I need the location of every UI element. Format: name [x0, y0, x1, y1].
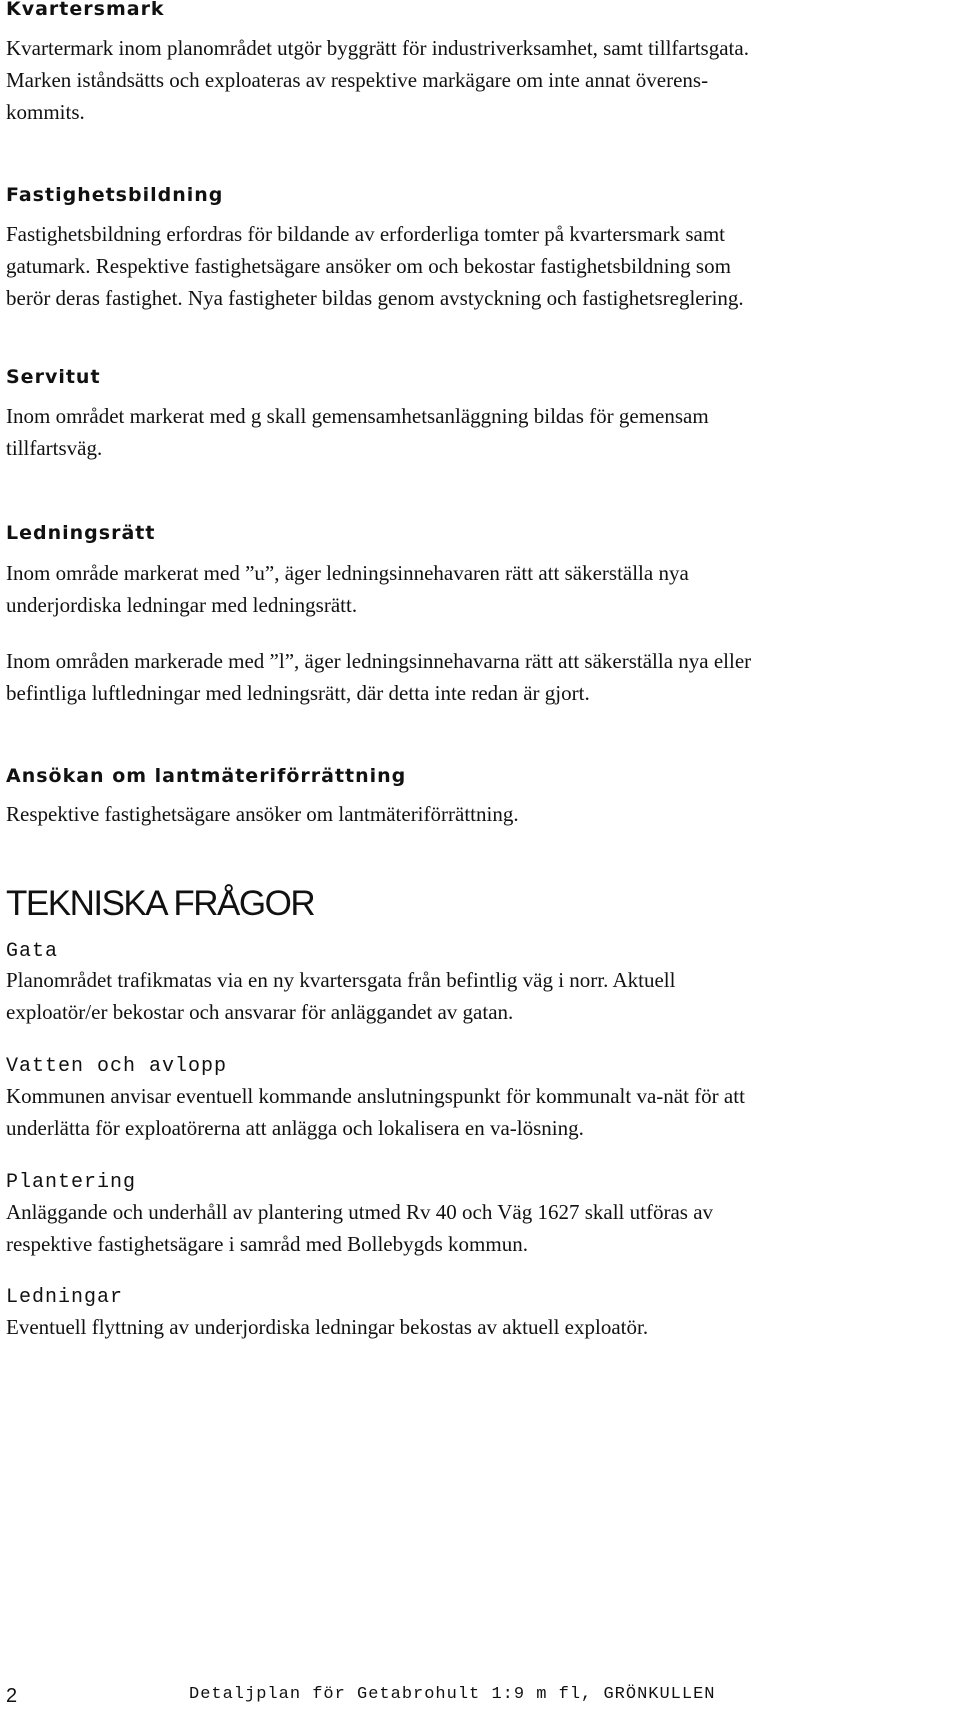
text-line: Kommunen anvisar eventuell kommande anslutningspunkt för kommunalt va-nät för att — [6, 1084, 745, 1108]
heading-ledningsratt: Ledningsrätt — [6, 522, 156, 544]
text-line: Kvartermark inom planområdet utgör byggrätt för industriverksamhet, samt tillfartsgata. — [6, 36, 749, 60]
text-line: respektive fastighetsägare i samråd med Bollebygds kommun. — [6, 1232, 528, 1256]
page-footer — [6, 1685, 956, 1711]
text-line: Respektive fastighetsägare ansöker om lantmäteriförrättning. — [6, 802, 519, 826]
footer-title: Detaljplan för Getabrohult 1:9 m fl, GRÖNKULLEN — [189, 1685, 716, 1704]
heading-vatten-och-avlopp: Vatten och avlopp — [6, 1055, 228, 1078]
heading-servitut: Servitut — [6, 366, 101, 388]
heading-ansokan: Ansökan om lantmäteriförrättning — [6, 765, 407, 787]
page-number: 2 — [6, 1685, 18, 1707]
heading-fastighetsbildning: Fastighetsbildning — [6, 184, 224, 206]
text-line: Anläggande och underhåll av plantering utmed Rv 40 och Väg 1627 skall utföras av — [6, 1200, 714, 1224]
text-line: Marken iståndsätts och exploateras av respektive markägare om inte annat överens- — [6, 68, 709, 92]
text-line: berör deras fastighet. Nya fastigheter bildas genom avstyckning och fastighetsreglering. — [6, 286, 744, 310]
text-line: kommits. — [6, 100, 85, 124]
text-line: tillfartsväg. — [6, 436, 103, 460]
heading-ledningar: Ledningar — [6, 1286, 124, 1309]
text-line: gatumark. Respektive fastighetsägare ansöker om och bekostar fastighetsbildning som — [6, 254, 731, 278]
text-line: exploatör/er bekostar och ansvarar för anläggandet av gatan. — [6, 1000, 514, 1024]
paragraph-ledningar — [6, 1311, 956, 1343]
heading-plantering: Plantering — [6, 1171, 137, 1194]
paragraph-ledningsratt-1 — [6, 557, 956, 621]
text-line: Inom områden markerade med ”l”, äger ledningsinnehavarna rätt att säkerställa nya eller — [6, 649, 752, 673]
text-line: Fastighetsbildning erfordras för bildande av erforderliga tomter på kvartersmark samt — [6, 222, 726, 246]
paragraph-vatten-och-avlopp — [6, 1080, 956, 1144]
paragraph-gata — [6, 964, 956, 1028]
text-line: Inom området markerat med g skall gemensamhetsanläggning bildas för gemensam — [6, 404, 709, 428]
paragraph-ledningsratt-2 — [6, 645, 956, 709]
paragraph-ansokan — [6, 798, 956, 830]
text-line: underlätta för exploatörerna att anlägga och lokalisera en va-lösning. — [6, 1116, 584, 1140]
paragraph-plantering — [6, 1196, 956, 1260]
text-line: Inom område markerat med ”u”, äger ledningsinnehavaren rätt att säkerställa nya — [6, 561, 689, 585]
paragraph-fastighetsbildning — [6, 218, 956, 314]
text-line: underjordiska ledningar med ledningsrätt. — [6, 593, 358, 617]
paragraph-kvartersmark — [6, 32, 956, 128]
heading-tekniska-fragor: TEKNISKA FRÅGOR — [6, 884, 315, 923]
text-line: Eventuell flyttning av underjordiska ledningar bekostas av aktuell exploatör. — [6, 1315, 649, 1339]
heading-kvartersmark: Kvartersmark — [6, 0, 165, 20]
text-line: Planområdet trafikmatas via en ny kvartersgata från befintlig väg i norr. Aktuell — [6, 968, 676, 992]
paragraph-servitut — [6, 400, 956, 464]
heading-gata: Gata — [6, 940, 59, 963]
text-line: befintliga luftledningar med ledningsrätt, där detta inte redan är gjort. — [6, 681, 590, 705]
